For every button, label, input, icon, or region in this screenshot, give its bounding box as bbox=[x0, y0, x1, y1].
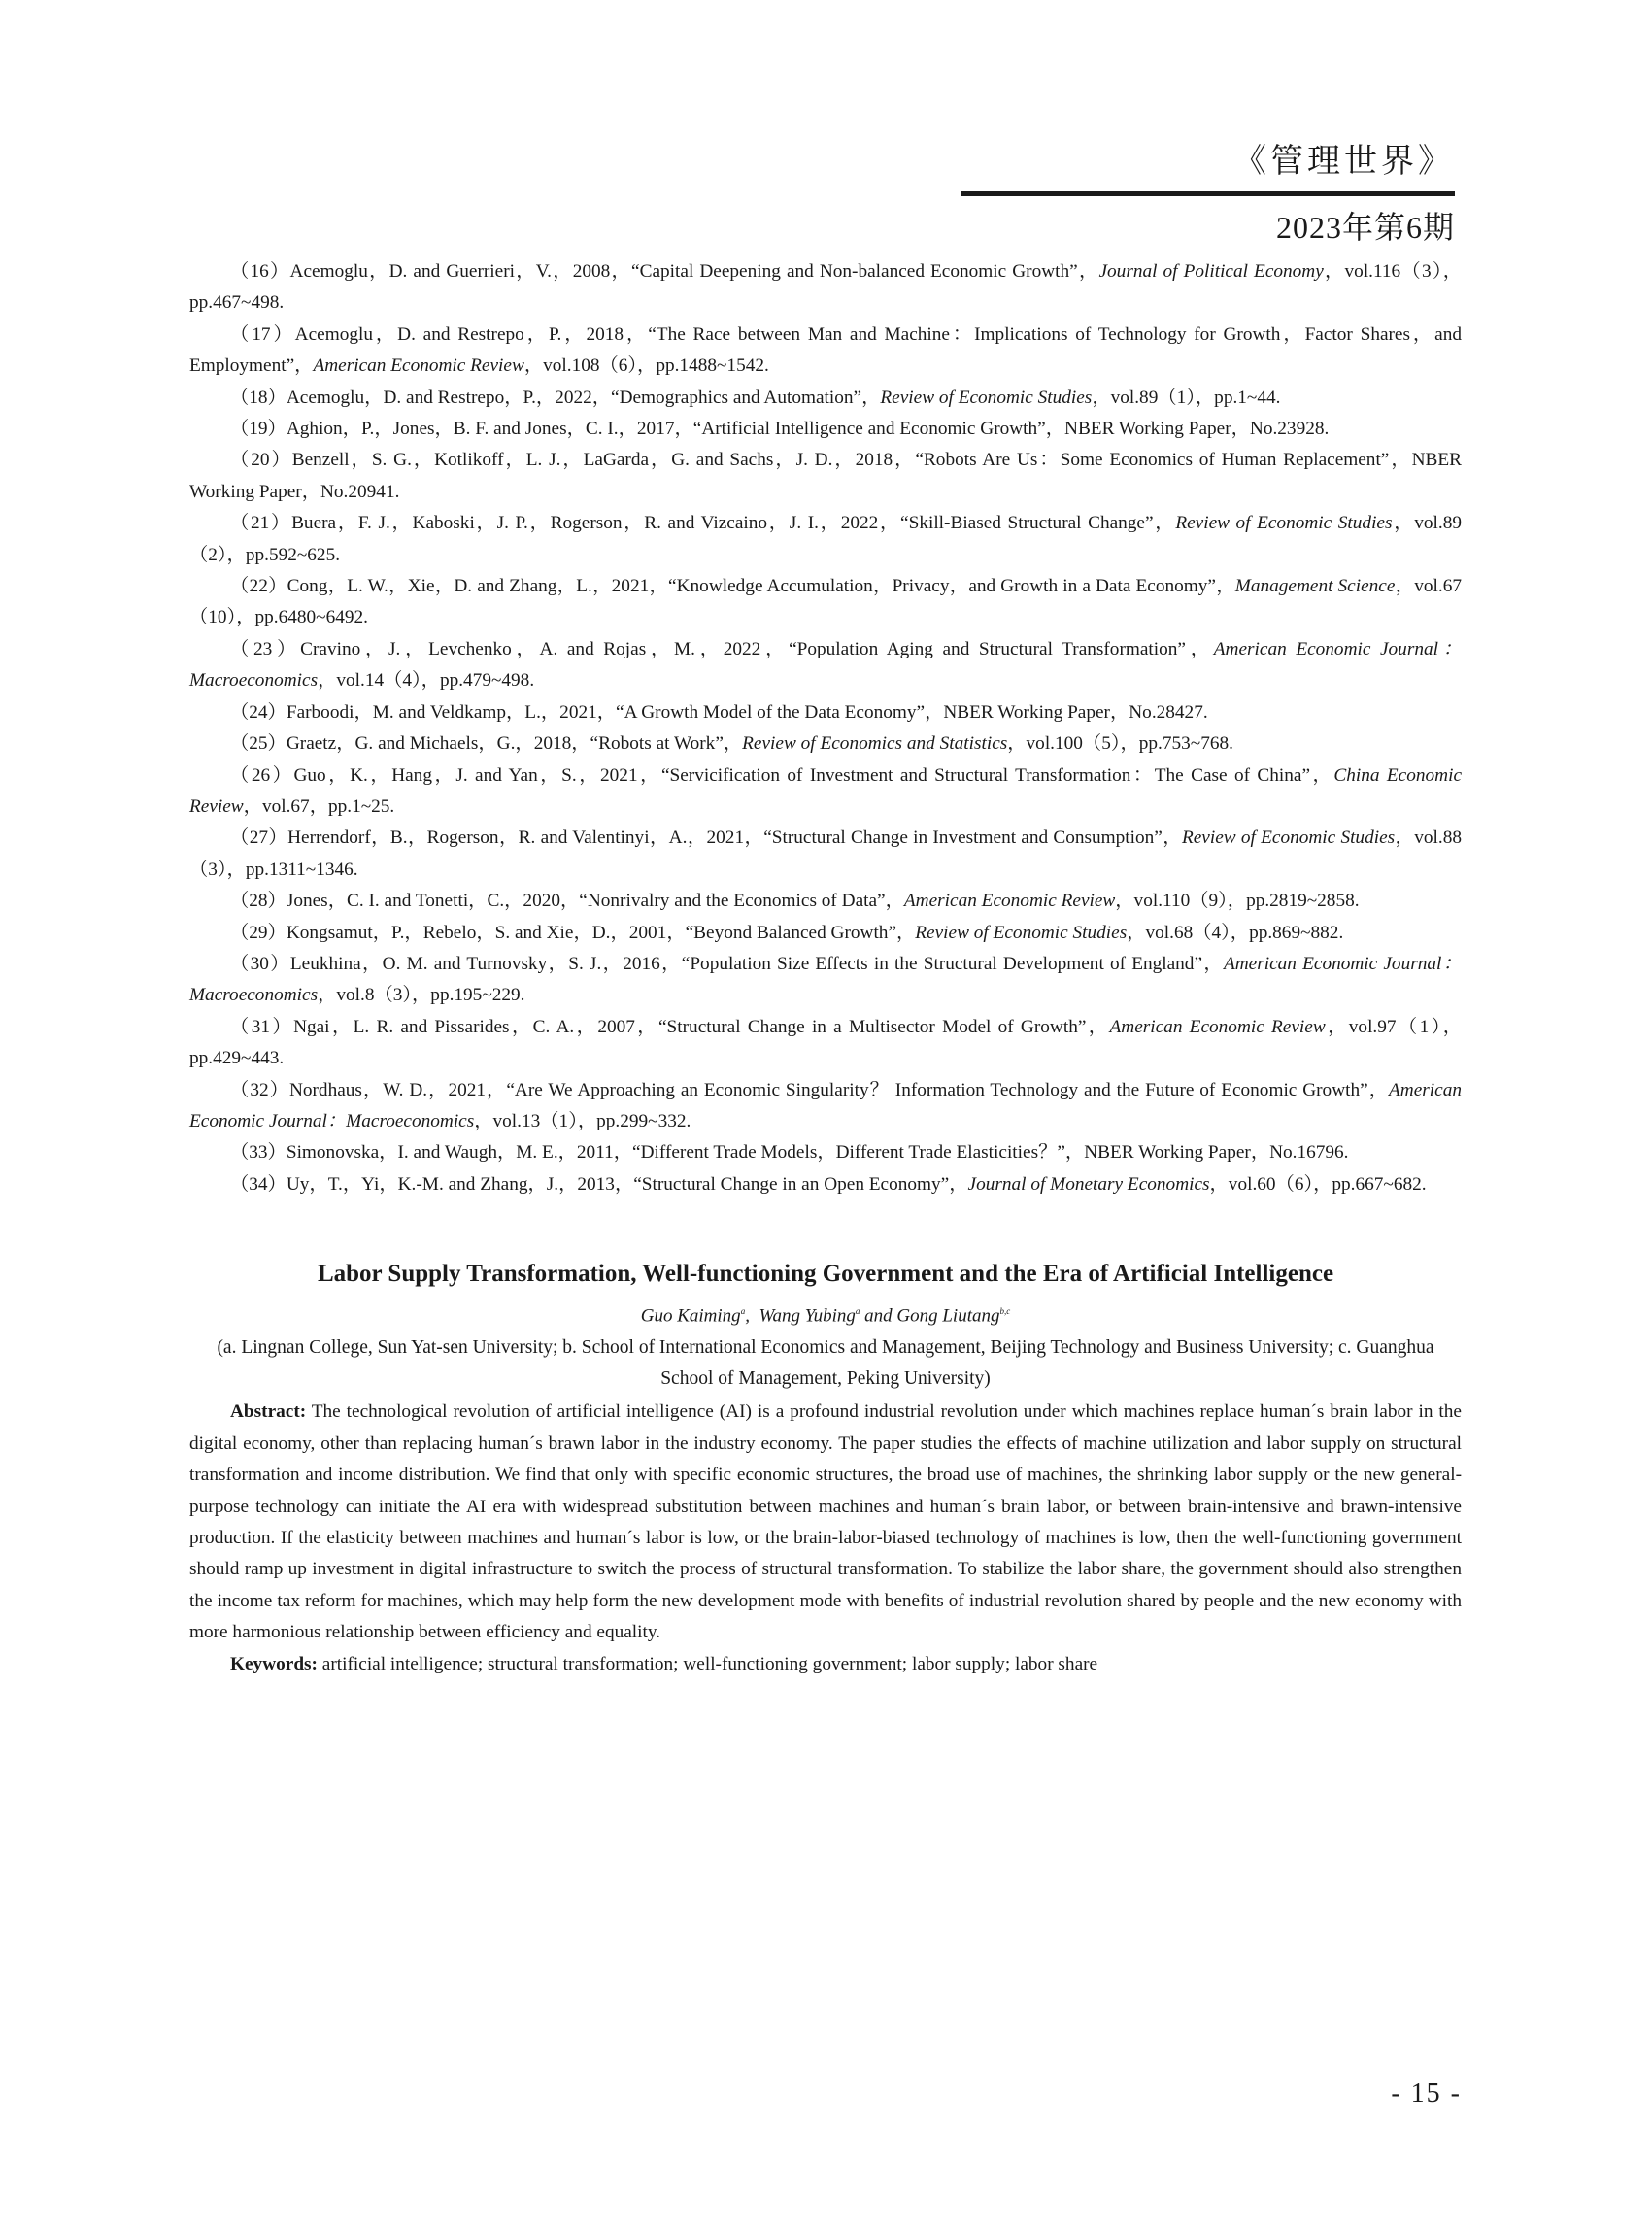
reference-journal: American Economic Review bbox=[313, 355, 524, 377]
author-affiliation-mark: a bbox=[740, 1306, 746, 1316]
issue-label: 2023年第6期 bbox=[1275, 210, 1455, 245]
reference-journal: Management Science bbox=[1234, 576, 1396, 597]
english-title: Labor Supply Transformation, Well-functioning Government and the Era of Artificial Intelligence bbox=[317, 1261, 1334, 1287]
author-name: Wang Yubing bbox=[759, 1305, 856, 1327]
reference-journal: Journal of Political Economy bbox=[1098, 261, 1324, 282]
reference-text: （28）Jones，C. I. and Tonetti，C.，2020，“Nonrivalry and the Economics of Data”， bbox=[230, 891, 904, 912]
reference-item bbox=[189, 697, 1462, 728]
reference-item bbox=[189, 918, 1462, 949]
reference-text: ，vol.68（4），pp.869~882. bbox=[1127, 922, 1344, 943]
reference-journal: Review of Economic Studies bbox=[1181, 827, 1396, 849]
reference-text: ，vol.110（9），pp.2819~2858. bbox=[1115, 891, 1360, 912]
reference-journal: American Economic Journal：Macroeconomics bbox=[189, 638, 1462, 691]
reference-text: （20）Benzell，S. G.，Kotlikoff，L. J.，LaGarda，G. and Sachs，J. D.，2018，“Robots Are Us：Some Economics of Human Replacement”，NBER Working Paper，No.20941. bbox=[189, 450, 1462, 502]
abstract-label: Abstract: bbox=[230, 1401, 307, 1423]
author-affiliation-mark: a bbox=[855, 1306, 860, 1316]
reference-item bbox=[189, 320, 1462, 383]
english-abstract bbox=[189, 1397, 1462, 1648]
author-name: Gong Liutang bbox=[896, 1305, 1000, 1327]
reference-text: （34）Uy，T.，Yi，K.-M. and Zhang，J.，2013，“Structural Change in an Open Economy”， bbox=[230, 1173, 968, 1195]
reference-item bbox=[189, 445, 1462, 508]
reference-text: （31）Ngai，L. R. and Pissarides，C. A.，2007，“Structural Change in a Multisector Model of Growth”， bbox=[230, 1016, 1110, 1037]
reference-item bbox=[189, 256, 1462, 320]
reference-item bbox=[189, 728, 1462, 759]
keywords-text: artificial intelligence; structural transformation; well-functioning government; labor supply; labor share bbox=[321, 1653, 1098, 1674]
reference-text: ，vol.8（3），pp.195~229. bbox=[318, 985, 525, 1006]
reference-text: （21）Buera，F. J.，Kaboski，J. P.，Rogerson，R. and Vizcaino，J. I.，2022，“Skill-Biased Structural Change”， bbox=[230, 513, 1176, 534]
reference-item bbox=[189, 634, 1462, 697]
reference-text: （22）Cong，L. W.，Xie，D. and Zhang，L.，2021，“Knowledge Accumulation，Privacy，and Growth in a Data Economy”， bbox=[230, 576, 1235, 597]
reference-text: ，vol.60（6），pp.667~682. bbox=[1209, 1173, 1427, 1195]
reference-journal: Review of Economic Studies bbox=[1175, 513, 1393, 534]
reference-text: （17）Acemoglu，D. and Restrepo，P.，2018，“The Race between Man and Machine：Implications of Technology for Growth，Factor Shares，and Employment”， bbox=[189, 323, 1462, 377]
journal-name: 《管理世界》 bbox=[1233, 144, 1455, 180]
reference-item bbox=[189, 1012, 1462, 1075]
author-name: Guo Kaiming bbox=[640, 1305, 741, 1327]
reference-journal: Review of Economics and Statistics bbox=[742, 733, 1008, 755]
author-separator: , bbox=[745, 1305, 759, 1327]
reference-text: ，vol.88（3），pp.1311~1346. bbox=[189, 827, 1462, 880]
reference-text: ，vol.13（1），pp.299~332. bbox=[474, 1110, 691, 1131]
reference-item bbox=[189, 508, 1462, 571]
english-keywords bbox=[189, 1649, 1462, 1680]
reference-item bbox=[189, 823, 1462, 886]
reference-journal: American Economic Review bbox=[1109, 1016, 1326, 1037]
english-abstract-section bbox=[189, 1258, 1462, 1680]
reference-text: （25）Graetz，G. and Michaels，G.，2018，“Robots at Work”， bbox=[230, 733, 743, 755]
abstract-text: The technological revolution of artificial intelligence (AI) is a profound industrial revolution under which machines replace human´s brain labor in the digital economy, other than replacing human´s brawn labor in the industry economy. The paper studies the effects of machine utilization and labor supply on structural transformation and income distribution. We find that only with specific economic structures, the broad use of machines, the shrinking labor supply or the new general-purpose technology can initiate the AI era with widespread substitution between machines and human´s brain labor, or between brain-intensive and brawn-intensive production. If the elasticity between machines and human´s labor is low, or the brain-labor-biased technology of machines is low, then the well-functioning government should ramp up investment in digital infrastructure to switch the process of structural transformation. To stabilize the labor share, the government should also strengthen the income tax reform for machines, which may help form the new development mode with benefits of industrial revolution shared by people and the new economy with more harmonious relationship between efficiency and equality. bbox=[189, 1401, 1462, 1643]
reference-text: ，vol.67，pp.1~25. bbox=[243, 795, 395, 817]
reference-item bbox=[189, 571, 1462, 634]
reference-text: ，vol.89（1），pp.1~44. bbox=[1092, 387, 1281, 408]
reference-text: ，vol.89（2），pp.592~625. bbox=[189, 513, 1462, 565]
reference-text: （33）Simonovska，I. and Waugh，M. E.，2011，“Different Trade Models，Different Trade Elasticities？”，NBER Working Paper，No.16796. bbox=[230, 1142, 1349, 1164]
reference-item bbox=[189, 1137, 1462, 1168]
reference-journal: China Economic Review bbox=[189, 764, 1462, 817]
reference-text: ，vol.100（5），pp.753~768. bbox=[1007, 733, 1233, 755]
reference-text: （16）Acemoglu，D. and Guerrieri，V.，2008，“Capital Deepening and Non-balanced Economic Growth”， bbox=[230, 261, 1099, 282]
keywords-label: Keywords: bbox=[230, 1653, 318, 1674]
reference-journal: Journal of Monetary Economics bbox=[967, 1173, 1210, 1195]
reference-text: （30）Leukhina，O. M. and Turnovsky，S. J.，2016，“Population Size Effects in the Structural Development of England”， bbox=[230, 953, 1224, 974]
reference-item bbox=[189, 1169, 1462, 1200]
reference-journal: American Economic Journal：Macroeconomics bbox=[189, 953, 1462, 1006]
reference-item bbox=[189, 414, 1462, 445]
reference-text: （19）Aghion，P.，Jones，B. F. and Jones，C. I.，2017，“Artificial Intelligence and Economic Growth”，NBER Working Paper，No.23928. bbox=[230, 419, 1330, 440]
author-affiliation-mark: b,c bbox=[999, 1306, 1011, 1316]
reference-item bbox=[189, 383, 1462, 414]
reference-text: ，vol.97（1），pp.429~443. bbox=[189, 1016, 1462, 1069]
english-authors bbox=[189, 1297, 1462, 1331]
page-number: - 15 - bbox=[1391, 2078, 1462, 2108]
english-affiliations: (a. Lingnan College, Sun Yat-sen University; b. School of International Economics and Management, Beijing Technology and Business University; c. Guanghua School of Management, Peking University) bbox=[217, 1337, 1434, 1390]
reference-text: （24）Farboodi，M. and Veldkamp，L.，2021，“A Growth Model of the Data Economy”，NBER Working Paper，No.28427. bbox=[230, 701, 1208, 723]
reference-text: ，vol.108（6），pp.1488~1542. bbox=[523, 355, 769, 377]
running-header bbox=[961, 141, 1455, 247]
reference-text: （27）Herrendorf，B.，Rogerson，R. and Valentinyi，A.，2021，“Structural Change in Investment and Consumption”， bbox=[230, 827, 1182, 849]
author-separator: and bbox=[860, 1305, 897, 1327]
reference-item bbox=[189, 949, 1462, 1012]
reference-item bbox=[189, 1075, 1462, 1138]
reference-text: ，vol.116（3），pp.467~498. bbox=[189, 261, 1462, 314]
reference-journal: Review of Economic Studies bbox=[880, 387, 1093, 408]
reference-text: （29）Kongsamut，P.，Rebelo，S. and Xie，D.，2001，“Beyond Balanced Growth”， bbox=[230, 922, 916, 943]
reference-journal: Review of Economic Studies bbox=[915, 922, 1128, 943]
reference-text: （32）Nordhaus，W. D.，2021，“Are We Approaching an Economic Singularity？ Information Technology and the Future of Economic Growth”， bbox=[230, 1079, 1390, 1100]
reference-journal: American Economic Review bbox=[903, 891, 1116, 912]
reference-journal: American Economic Journal：Macroeconomics bbox=[189, 1079, 1462, 1131]
reference-text: （23）Cravino，J.，Levchenko，A. and Rojas，M.，2022，“Population Aging and Structural Transformation”， bbox=[230, 638, 1214, 659]
header-rule bbox=[961, 191, 1455, 196]
reference-text: （26）Guo，K.，Hang，J. and Yan，S.，2021，“Servicification of Investment and Structural Transformation：The Case of China”， bbox=[230, 764, 1334, 786]
reference-text: （18）Acemoglu，D. and Restrepo，P.，2022，“Demographics and Automation”， bbox=[230, 387, 881, 408]
reference-text: ，vol.14（4），pp.479~498. bbox=[318, 670, 535, 691]
reference-item bbox=[189, 886, 1462, 917]
reference-text: ，vol.67（10），pp.6480~6492. bbox=[189, 576, 1462, 628]
reference-item bbox=[189, 760, 1462, 824]
reference-list bbox=[189, 256, 1462, 1200]
